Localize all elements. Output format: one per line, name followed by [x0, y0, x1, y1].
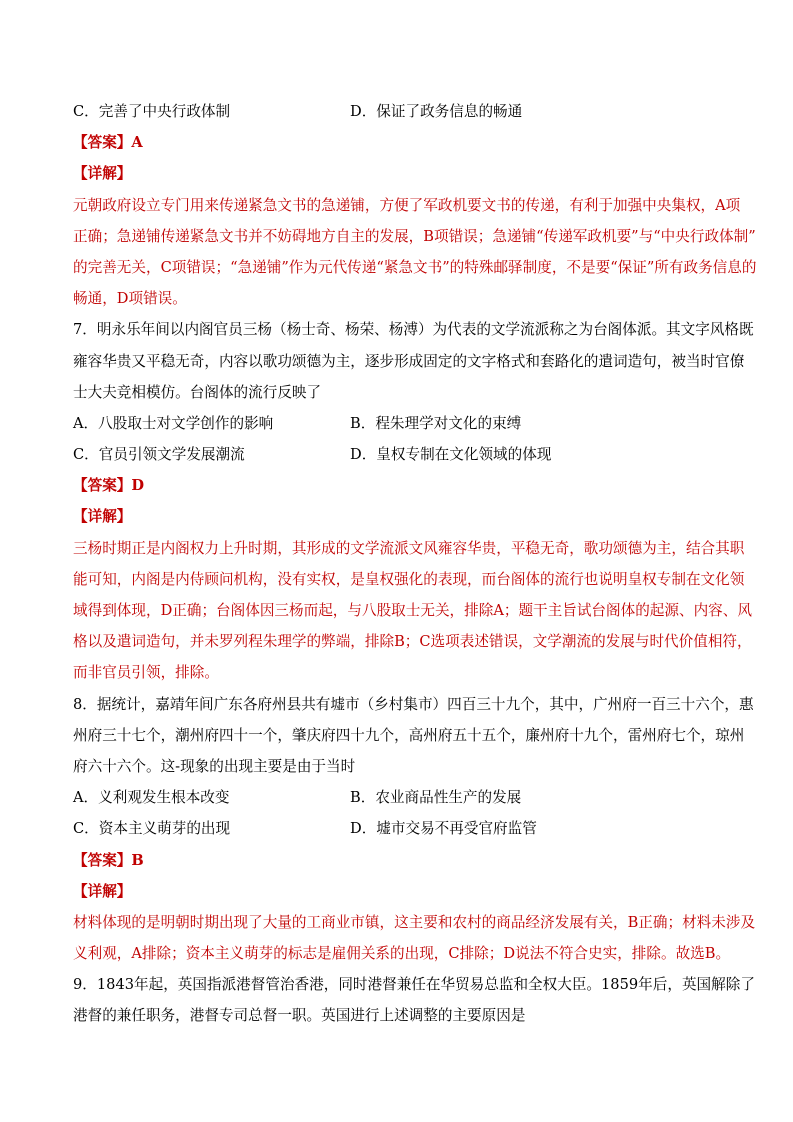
q6-explanation-line: 正确；急递铺传递紧急文书并不妨碍地方自主的发展，B项错误；急递铺“传递军政机要”与“中央行政体制” [73, 227, 756, 245]
q7-detail-label: 【详解】 [73, 508, 132, 526]
q6-options-row [73, 96, 723, 127]
q8-option-a: A．义利观发生根本改变 [73, 789, 230, 807]
q6-option-d: D．保证了政务信息的畅通 [350, 103, 523, 120]
q6-explanation-line: 畅通，D项错误。 [73, 290, 187, 308]
q7-options-row [73, 408, 723, 439]
q7-answer: 【答案】D [73, 477, 145, 495]
q8-stem-line: 府六十六个。这-现象的出现主要是由于当时 [73, 757, 356, 775]
q8-option-c: C．资本主义萌芽的出现 [73, 820, 231, 838]
q9-stem-line: 9．1843年起，英国指派港督管治香港，同时港督兼任在华贸易总监和全权大臣。1859年后，英国解除了 [73, 976, 755, 994]
q8-explanation-line: 义利观，A排除；资本主义萌芽的标志是雇佣关系的出现，C排除；D说法不符合史实，排除。故选B。 [73, 945, 731, 963]
q8-detail-label: 【详解】 [73, 882, 132, 900]
q7-options-row [73, 439, 723, 470]
q7-stem-line: 7．明永乐年间以内阁官员三杨（杨士奇、杨荣、杨溥）为代表的文学流派称之为台阁体派。其文字风格既 [73, 321, 754, 339]
q7-option-d: D．皇权专制在文化领域的体现 [350, 446, 552, 464]
q7-explanation-line: 而非官员引领，排除。 [73, 664, 219, 682]
q7-option-c: C．官员引领文学发展潮流 [73, 446, 245, 464]
q8-stem-line: 州府三十七个，潮州府四十一个，肇庆府四十九个，高州府五十五个，廉州府十九个，雷州府七个，琼州 [73, 726, 745, 744]
q7-stem-line: 士大夫竞相模仿。台阁体的流行反映了 [73, 383, 322, 401]
q7-explanation-line: 格以及遣词造句，并未罗列程朱理学的弊端，排除B；C选项表述错误，文学潮流的发展与时代价值相符， [73, 633, 752, 651]
q7-explanation-line: 域得到体现，D正确；台阁体因三杨而起，与八股取士无关，排除A；题干主旨试台阁体的起源、内容、风 [73, 602, 752, 619]
q7-explanation-line: 三杨时期正是内阁权力上升时期，其形成的文学流派文风雍容华贵，平稳无奇，歌功颂德为主，结合其职 [73, 539, 745, 557]
q8-stem-line: 8．据统计，嘉靖年间广东各府州县共有墟市（乡村集市）四百三十九个，其中，广州府一百三十六个，惠 [73, 695, 754, 713]
q6-explanation-line: 的完善无关，C项错误；“急递铺”作为元代传递“紧急文书”的特殊邮驿制度，不是要“保证”所有政务信息的 [73, 258, 757, 276]
q8-answer: 【答案】B [73, 851, 144, 869]
document-page [73, 96, 757, 1032]
q7-option-a: A．八股取士对文学创作的影响 [73, 414, 274, 432]
q6-answer: 【答案】A [73, 134, 143, 152]
q6-explanation-line: 元朝政府设立专门用来传递紧急文书的急递铺，方便了军政机要文书的传递，有利于加强中央集权，A项 [73, 196, 741, 214]
q8-explanation-line: 材料体现的是明朝时期出现了大量的工商业市镇，这主要和农村的商品经济发展有关，B正确；材料未涉及 [73, 913, 756, 931]
q6-option-c: C．完善了中央行政体制 [73, 103, 231, 120]
q8-options-row [73, 782, 723, 813]
q7-stem-line: 雍容华贵又平稳无奇，内容以歌功颂德为主，逐步形成固定的文字格式和套路化的遣词造句，被当时官僚 [73, 352, 745, 370]
q6-detail-label: 【详解】 [73, 165, 132, 183]
q9-stem-line: 港督的兼任职务，港督专司总督一职。英国进行上述调整的主要原因是 [73, 1007, 526, 1025]
q8-options-row [73, 813, 723, 844]
q8-option-b: B．农业商品性生产的发展 [350, 789, 522, 807]
q8-option-d: D．墟市交易不再受官府监管 [350, 820, 537, 838]
q7-option-b: B．程朱理学对文化的束缚 [350, 414, 522, 432]
q7-explanation-line: 能可知，内阁是内侍顾问机构，没有实权，是皇权强化的表现，而台阁体的流行也说明皇权专制在文化领 [73, 570, 745, 588]
